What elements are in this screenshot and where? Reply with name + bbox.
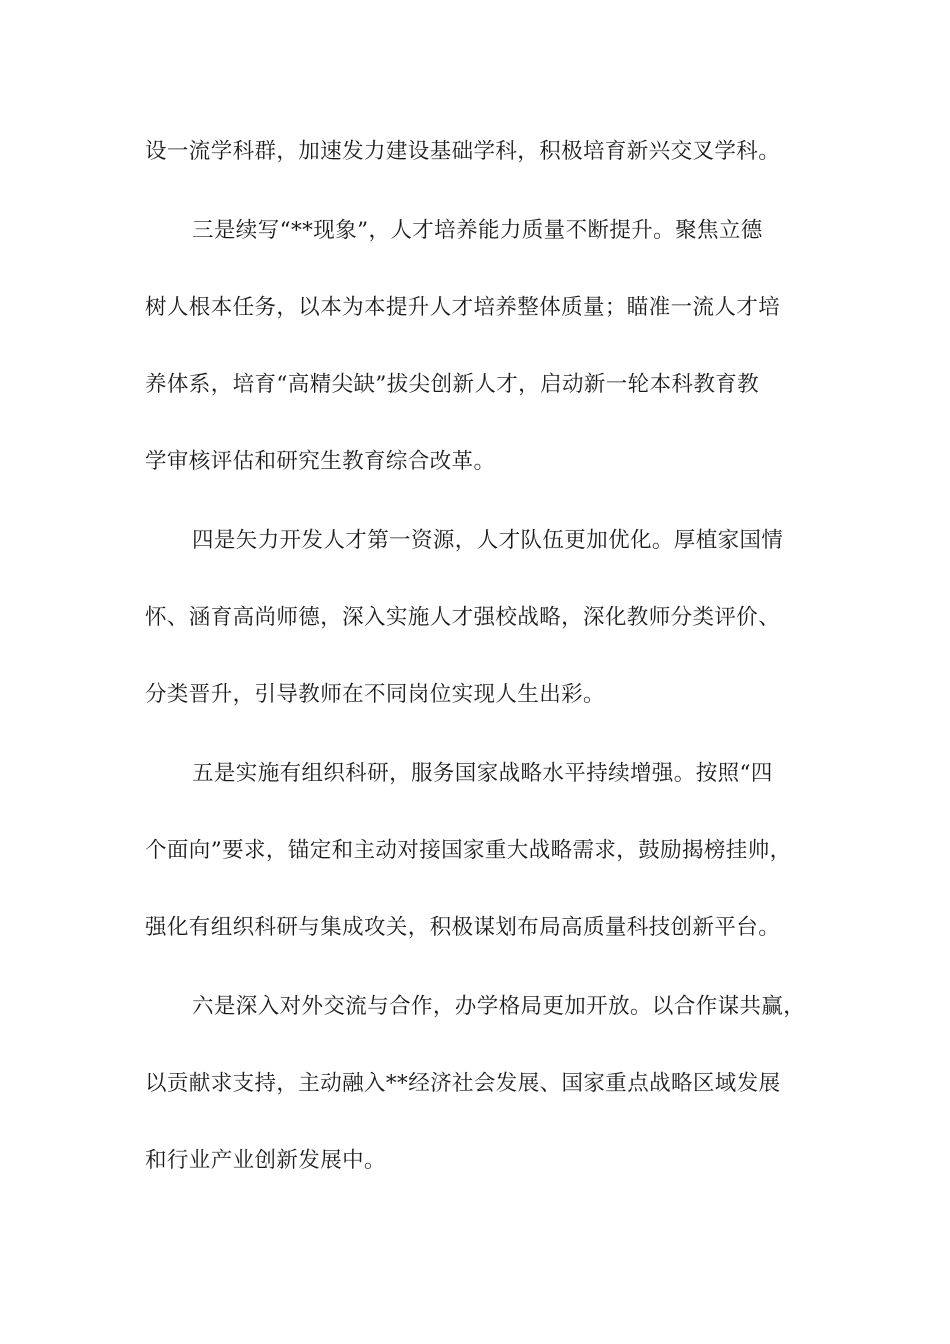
text-line: 学审核评估和研究生教育综合改革。 — [145, 449, 496, 474]
text-line: 以贡献求支持，主动融入**经济社会发展、国家重点战略区域发展 — [145, 1071, 781, 1096]
text-line: 设一流学科群，加速发力建设基础学科，积极培育新兴交叉学科。 — [145, 139, 781, 164]
paragraph-5-line: 五是实施有组织科研，服务国家战略水平持续增强。按照“四 — [192, 761, 773, 786]
paragraph-3-line: 三是续写“**现象”，人才培养能力质量不断提升。聚焦立德 — [192, 218, 763, 243]
text-line: 强化有组织科研与集成攻关，积极谋划布局高质量科技创新平台。 — [145, 915, 781, 940]
text-line: 和行业产业创新发展中。 — [145, 1148, 386, 1173]
paragraph-6-line: 六是深入对外交流与合作，办学格局更加开放。以合作谋共赢， — [192, 994, 806, 1019]
text-line: 个面向”要求，锚定和主动对接国家重大战略需求，鼓励揭榜挂帅， — [145, 838, 792, 863]
text-line: 树人根本任务，以本为本提升人才培养整体质量；瞄准一流人才培 — [145, 295, 781, 320]
text-line: 养体系，培育“高精尖缺”拔尖创新人才，启动新一轮本科教育教 — [145, 372, 760, 397]
text-line: 怀、涵育高尚师德，深入实施人才强校战略，深化教师分类评价、 — [145, 605, 781, 630]
paragraph-4-line: 四是矢力开发人才第一资源，人才队伍更加优化。厚植家国情 — [192, 528, 784, 553]
text-line: 分类晋升，引导教师在不同岗位实现人生出彩。 — [145, 682, 605, 707]
